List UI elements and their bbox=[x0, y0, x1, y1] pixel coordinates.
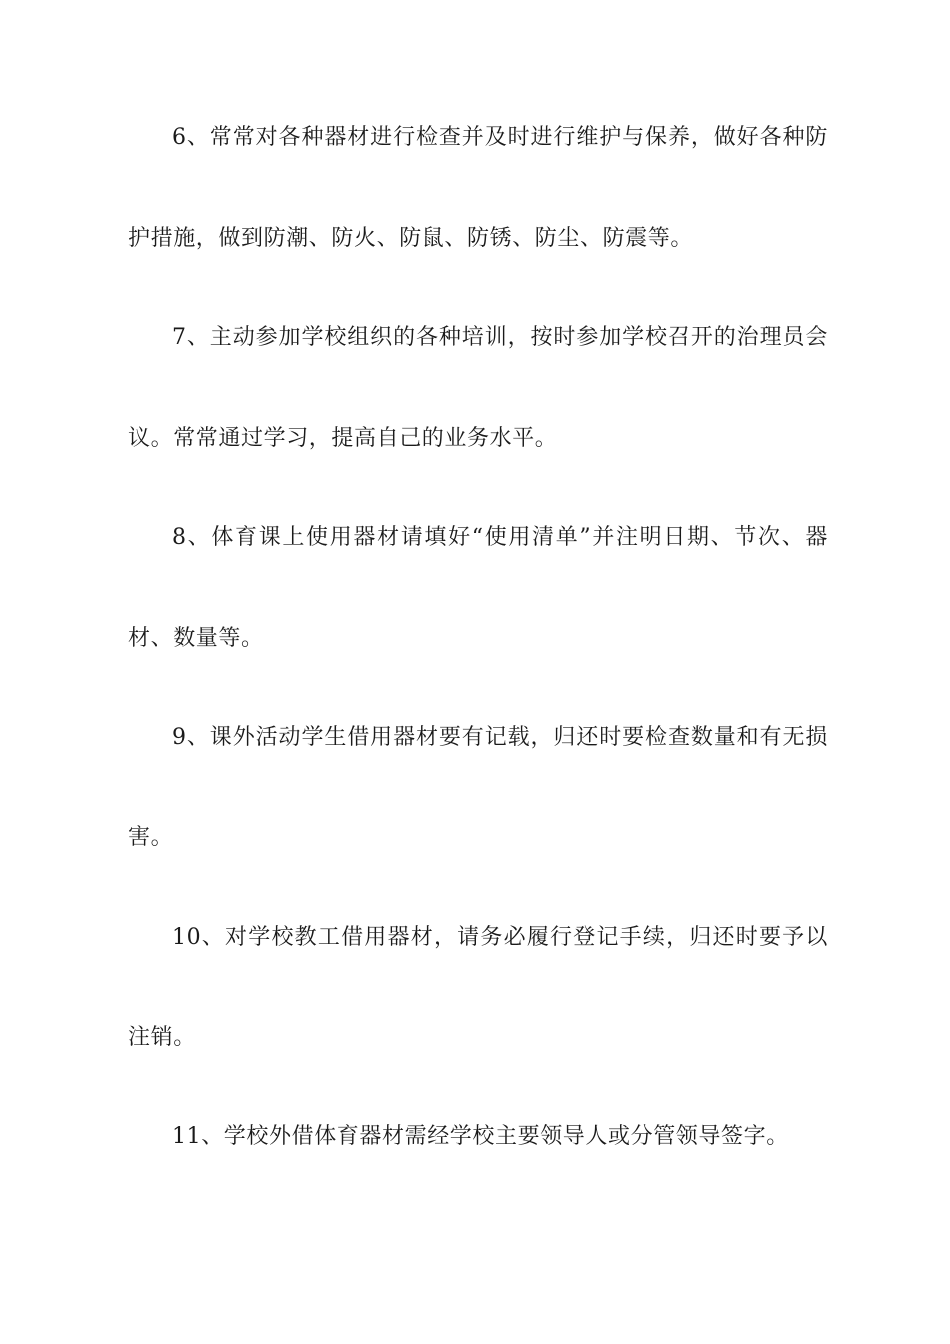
item-6-line-2: 护措施，做到防潮、防火、防鼠、防锈、防尘、防震等。 bbox=[128, 226, 694, 251]
item-8-line-2: 材、数量等。 bbox=[128, 626, 264, 651]
item-8-line-1: 8、体育课上使用器材请填好“使用清单”并注明日期、节次、器 bbox=[172, 525, 828, 550]
item-11-line-1: 11、学校外借体育器材需经学校主要领导人或分管领导签字。 bbox=[172, 1124, 789, 1149]
item-6-line-1: 6、常常对各种器材进行检查并及时进行维护与保养，做好各种防 bbox=[172, 125, 828, 150]
item-10-line-1: 10、对学校教工借用器材，请务必履行登记手续，归还时要予以 bbox=[172, 925, 828, 950]
item-9-line-1: 9、课外活动学生借用器材要有记载，归还时要检查数量和有无损 bbox=[172, 725, 828, 750]
item-7-line-1: 7、主动参加学校组织的各种培训，按时参加学校召开的治理员会 bbox=[172, 325, 828, 350]
item-7-line-2: 议。常常通过学习，提高自己的业务水平。 bbox=[128, 426, 558, 451]
item-9-line-2: 害。 bbox=[128, 825, 174, 850]
item-10-line-2: 注销。 bbox=[128, 1025, 196, 1050]
